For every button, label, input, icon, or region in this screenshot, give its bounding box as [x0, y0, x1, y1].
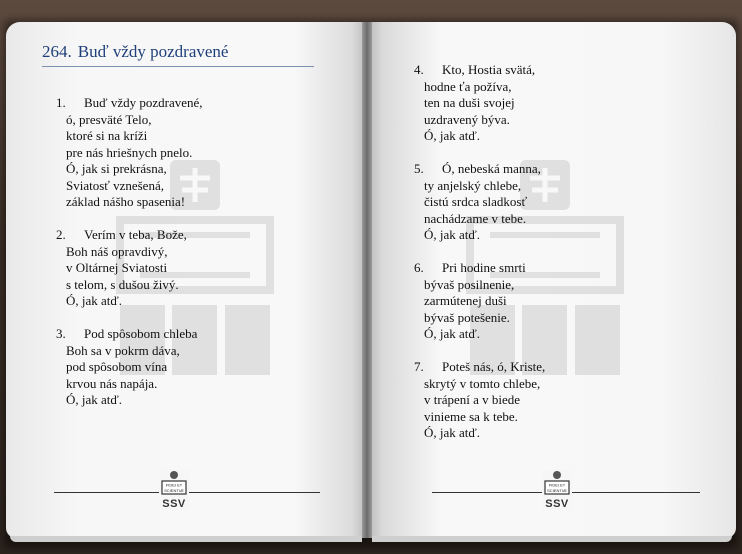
- verse-line: uzdravený býva.: [424, 111, 510, 127]
- verse-line-text: Verím v teba, Bože,: [84, 227, 187, 242]
- verse-line: Boh sa v pokrm dáva,: [66, 342, 180, 358]
- verse-number: 4.: [414, 62, 424, 77]
- verse-line: ten na duši svojej: [424, 95, 515, 110]
- hymn-number: 264.: [42, 42, 72, 61]
- book-spine: [362, 22, 372, 538]
- verse-3: [56, 326, 197, 409]
- verse-line: ktoré si na kríži: [66, 128, 148, 143]
- verse-number: 2.: [56, 227, 66, 242]
- logo-motto-line1: FIDEI ET: [165, 482, 183, 488]
- verse-2: [56, 227, 187, 310]
- verse-line: vinieme sa k tebe.: [424, 408, 518, 424]
- verse-line: pre nás hriešnych pnelo.: [66, 144, 193, 160]
- verse-first-line: [56, 326, 197, 343]
- verse-first-line: [56, 227, 187, 244]
- verse-number: 5.: [414, 161, 424, 176]
- verse-4: [414, 62, 535, 145]
- verse-number: 7.: [414, 359, 424, 374]
- verse-line: základ nášho spasenia!: [66, 194, 186, 209]
- verse-5: [414, 161, 541, 244]
- verse-line-text: Ó, nebeská manna,: [442, 161, 541, 176]
- verse-number: 6.: [414, 260, 424, 275]
- verse-line: krvou nás napája.: [66, 375, 158, 391]
- ssv-logo-icon: [159, 470, 189, 510]
- verse-line: v Oltárnej Sviatosti: [66, 260, 168, 275]
- verse-line: Sviatosť vznešená,: [66, 177, 164, 193]
- logo-motto-line2: SCIENTIÆ: [164, 488, 184, 493]
- logo-letters: SSV: [162, 498, 186, 510]
- verse-first-line: [414, 62, 535, 79]
- verse-line: nachádzame v tebe.: [424, 210, 527, 226]
- verse-first-line: [56, 95, 203, 112]
- verse-line-text: Buď vždy pozdravené,: [84, 95, 203, 110]
- verse-line: pod spôsobom vína: [66, 359, 168, 374]
- verse-line: Ó, jak atď.: [66, 392, 123, 407]
- verse-line-text: Pod spôsobom chleba: [84, 326, 198, 341]
- verse-line: bývaš potešenie.: [424, 309, 510, 325]
- verse-first-line: [414, 260, 526, 277]
- verse-first-line: [414, 359, 545, 376]
- verse-line: Ó, jak atď.: [66, 293, 123, 308]
- verse-line-text: Pri hodine smrti: [442, 260, 526, 275]
- right-page-edge: [372, 536, 732, 542]
- verse-line: Boh náš opravdivý,: [66, 243, 168, 259]
- verse-line: Ó, jak atď.: [424, 128, 481, 143]
- verse-line: čistú srdca sladkosť: [424, 194, 528, 209]
- logo-motto-line1: FIDEI ET: [548, 482, 566, 488]
- verse-line-text: Kto, Hostia svätá,: [442, 62, 536, 77]
- ssv-logo-icon: [542, 470, 572, 510]
- verse-line: Ó, jak si prekrásna,: [66, 161, 167, 176]
- verse-line: skrytý v tomto chlebe,: [424, 375, 541, 391]
- logo-motto-line2: SCIENTIÆ: [547, 488, 567, 493]
- left-page-edge: [10, 536, 362, 542]
- verse-line: Ó, jak atď.: [424, 326, 481, 341]
- verse-line: ó, presväté Telo,: [66, 111, 152, 127]
- verse-number: 1.: [56, 95, 66, 110]
- verse-line-text: Poteš nás, ó, Kriste,: [442, 359, 546, 374]
- verse-1: [56, 95, 203, 211]
- hymn-title: [42, 42, 314, 67]
- verse-line: bývaš posilnenie,: [424, 276, 515, 292]
- verse-line: Ó, jak atď.: [424, 227, 481, 242]
- verse-line: ty anjelský chlebe,: [424, 177, 522, 193]
- hymn-title-text: Buď vždy pozdravené: [77, 42, 229, 61]
- verse-6: [414, 260, 526, 343]
- verse-7: [414, 359, 545, 442]
- verse-line: s telom, s dušou živý.: [66, 276, 179, 292]
- verse-line: Ó, jak atď.: [424, 425, 481, 440]
- logo-letters: SSV: [545, 498, 569, 510]
- verse-first-line: [414, 161, 541, 178]
- verse-line: v trápení a v biede: [424, 392, 521, 407]
- verse-line: zarmútenej duši: [424, 293, 507, 308]
- verse-number: 3.: [56, 326, 66, 341]
- verse-line: hodne ťa požíva,: [424, 78, 512, 94]
